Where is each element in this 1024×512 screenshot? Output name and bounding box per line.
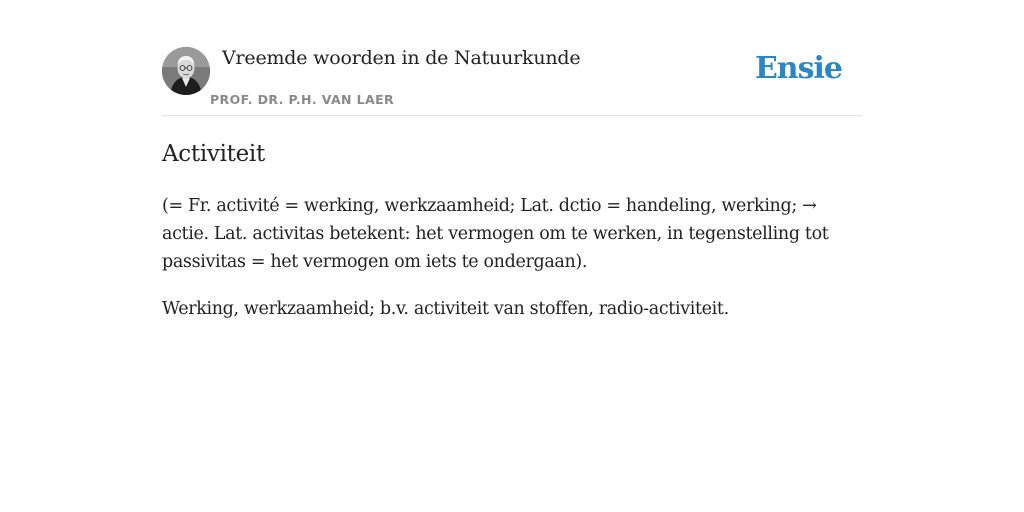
author-avatar[interactable] xyxy=(162,47,210,95)
author-portrait-icon xyxy=(162,47,210,95)
ensie-logo[interactable]: Ensie xyxy=(754,51,842,86)
entry-paragraph-etymology: (= Fr. activité = werking, werkzaamheid; Lat. dctio = handeling, werking; → actie. Lat. activitas betekent: het vermogen om te werken, in tegenstelling tot passivitas = het vermogen om iets te ondergaan). xyxy=(162,196,829,272)
author-name[interactable]: PROF. DR. P.H. VAN LAER xyxy=(210,92,395,107)
entry-paragraph-definition: Werking, werkzaamheid; b.v. activiteit van stoffen, radio-activiteit. xyxy=(162,299,729,319)
page-content xyxy=(162,0,862,512)
book-header xyxy=(162,0,862,116)
entry-title: Activiteit xyxy=(162,141,265,167)
book-title[interactable]: Vreemde woorden in de Natuurkunde xyxy=(222,47,581,69)
